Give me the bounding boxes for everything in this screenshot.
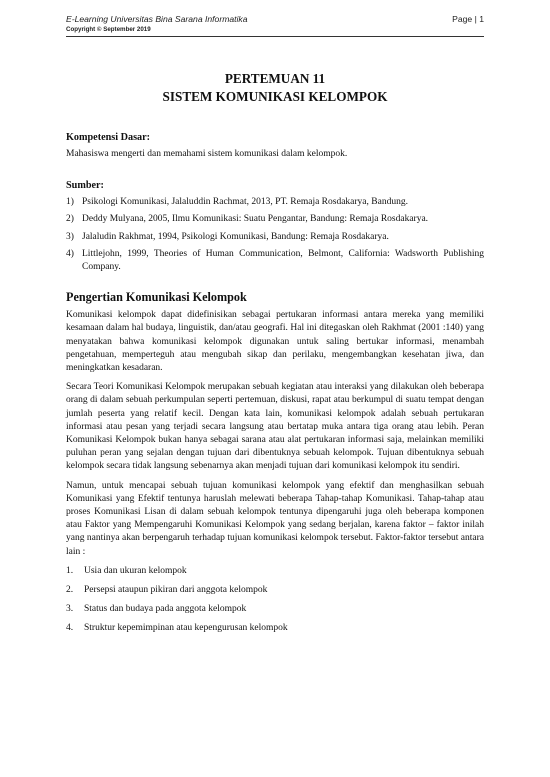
paragraph: Secara Teori Komunikasi Kelompok merupakan sebuah kegiatan atau interaksi yang dilakukan oleh beberapa orang di dalam sebuah perkumpulan seperti pertemuan, diskusi, rapat atau berkumpul di suatu tempat dengan jumlah peserta yang relatif kecil. Dengan kata lain, komunikasi kelompok adalah sebuah pertukaran informasi atau pesan yang terjadi secara langsung atau bertatap muka antara tiga orang atau lebih. Peran Komunikasi Kelompok bukan hanya sebagai sarana atau alat pertukaran informasi saja, melainkan memiliki puluhan peran yang sejalan dengan tujuan dari dibentuknya sebuah kelompok. Tujuan dibentuknya sebuah kelompok secara tidak langsung sebenarnya akan menjadi tujuan dari komunikasi kelompok itu sendiri. — [66, 382, 484, 472]
list-number: 3. — [66, 604, 74, 615]
list-number: 2) — [66, 214, 74, 225]
list-item — [66, 248, 484, 274]
header-divider — [66, 36, 484, 37]
list-text: Usia dan ukuran kelompok — [84, 565, 187, 576]
section-heading: Pengertian Komunikasi Kelompok — [66, 290, 247, 305]
list-item — [66, 603, 484, 616]
list-number: 1. — [66, 565, 74, 576]
paragraph: Komunikasi kelompok dapat didefinisikan sebagai pertukaran informasi antara mereka yang memiliki kesamaan dalam hal budaya, linguistik, dan/atau geografi. Hal ini ditegaskan oleh Rakhmat (2001 :140) yang menyatakan bahwa komunikasi kelompok digunakan untuk saling bertukar informasi, menambah pengetahuan, memperteguh atau mengubah sikap dan perilaku, mengembangkan kesehatan jiwa, dan meningkatkan kesadaran. — [66, 310, 484, 374]
page-header — [66, 14, 484, 37]
list-number: 3) — [66, 231, 74, 242]
list-item — [66, 231, 484, 244]
list-item — [66, 213, 484, 226]
document-title-line1: PERTEMUAN 11 — [224, 71, 326, 86]
header-copyright: Copyright © September 2019 — [66, 26, 151, 33]
list-text: Status dan budaya pada anggota kelompok — [84, 604, 247, 615]
header-row — [66, 14, 484, 24]
sumber-label: Sumber: — [66, 180, 104, 192]
kompetensi-text: Mahasiswa mengerti dan memahami sistem komunikasi dalam kelompok. — [66, 149, 348, 159]
list-item — [66, 196, 484, 209]
spacer — [66, 167, 484, 180]
document-title-line2: SISTEM KOMUNIKASI KELOMPOK — [162, 89, 388, 104]
list-text: Jalaludin Rakhmat, 1994, Psikologi Komunikasi, Bandung: Remaja Rosdakarya. — [82, 231, 389, 242]
list-number: 1) — [66, 197, 74, 208]
header-title: E-Learning Universitas Bina Sarana Informatika — [66, 14, 248, 24]
list-item — [66, 622, 484, 635]
list-text: Deddy Mulyana, 2005, Ilmu Komunikasi: Suatu Pengantar, Bandung: Remaja Rosdakarya. — [82, 214, 429, 225]
list-text: Littlejohn, 1999, Theories of Human Communication, Belmont, California: Wadsworth Publishing Company. — [82, 248, 484, 273]
sources-list — [66, 196, 484, 274]
factors-list — [66, 565, 484, 636]
list-number: 2. — [66, 585, 74, 596]
list-text: Persepsi ataupun pikiran dari anggota kelompok — [84, 585, 268, 596]
list-item — [66, 584, 484, 597]
list-number: 4. — [66, 623, 74, 634]
list-number: 4) — [66, 248, 74, 259]
list-text: Struktur kepemimpinan atau kepengurusan kelompok — [84, 623, 288, 634]
list-text: Psikologi Komunikasi, Jalaluddin Rachmat, 2013, PT. Remaja Rosdakarya, Bandung. — [82, 197, 408, 208]
page-number: Page | 1 — [452, 14, 484, 24]
document-content — [66, 70, 484, 642]
paragraph: Namun, untuk mencapai sebuah tujuan komunikasi kelompok yang efektif dan menghasilkan sebuah Komunikasi yang Efektif tentunya haruslah melewati beberapa Tahap-tahap Komunikasi. Tahap-tahap atau proses Komunikasi Lisan di dalam sebuah kelompok tentunya dipengaruhi juga oleh beberapa komponen atau Faktor yang Mempengaruhi Komunikasi Kelompok yang sedang berjalan, karena faktor – faktor inilah yang nantinya akan berpengaruh terhadap tujuan komunikasi kelompok tersebut. Faktor-faktor tersebut antara lain : — [66, 480, 484, 557]
list-item — [66, 565, 484, 578]
kompetensi-label: Kompetensi Dasar: — [66, 132, 151, 143]
